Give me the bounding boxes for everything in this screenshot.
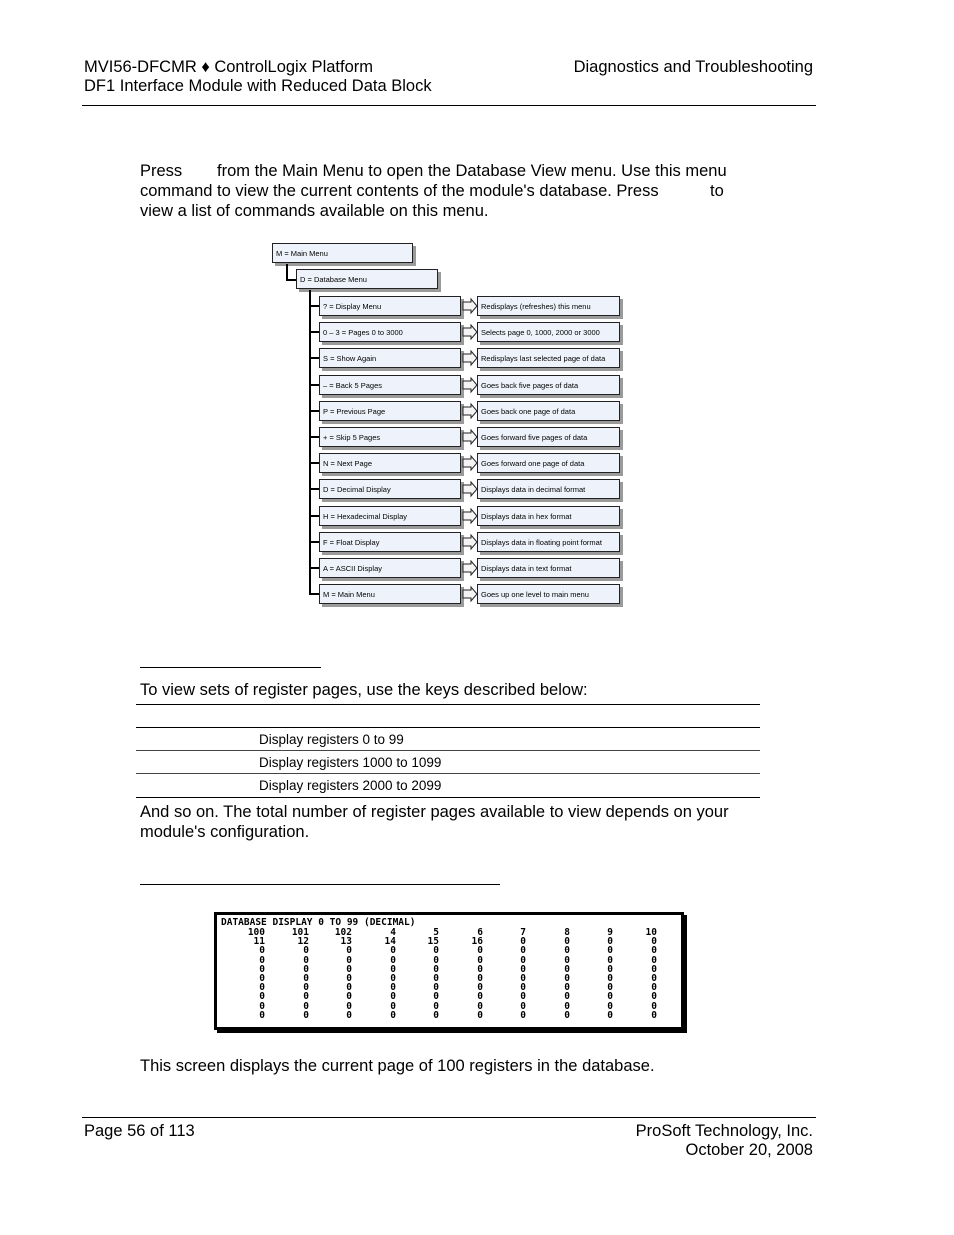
main-menu-box: M = Main Menu bbox=[272, 243, 413, 263]
arrow-right-icon bbox=[462, 455, 478, 471]
register-desc-cell: Display registers 2000 to 2099 bbox=[259, 778, 442, 793]
register-desc-cell: Display registers 0 to 99 bbox=[259, 732, 404, 747]
register-value: 0 bbox=[477, 945, 483, 957]
menu-command-box: A = ASCII Display bbox=[319, 558, 461, 578]
register-pages-note-line1: And so on. The total number of register pages available to view depends on your bbox=[140, 803, 729, 821]
register-value: 0 bbox=[607, 982, 613, 994]
register-value: 0 bbox=[303, 982, 309, 994]
register-value: 0 bbox=[477, 973, 483, 984]
register-desc-cell: Display registers 1000 to 1099 bbox=[259, 755, 442, 770]
screen-caption: This screen displays the current page of 100 registers in the database. bbox=[140, 1057, 655, 1075]
register-pages-note-line2: module's configuration. bbox=[140, 823, 310, 841]
register-value: 5 bbox=[433, 927, 439, 938]
register-value: 0 bbox=[564, 945, 570, 957]
register-value: 0 bbox=[520, 945, 526, 957]
register-value: 14 bbox=[384, 936, 396, 948]
register-value: 0 bbox=[303, 973, 309, 984]
arrow-right-icon bbox=[462, 481, 478, 497]
footer-company: ProSoft Technology, Inc. bbox=[635, 1122, 813, 1140]
register-value: 0 bbox=[433, 945, 439, 957]
register-value: 0 bbox=[433, 982, 439, 994]
register-pages-intro: To view sets of register pages, use the keys described below: bbox=[140, 681, 588, 699]
intro-line2-b: to bbox=[710, 182, 724, 200]
header-title: MVI56-DFCMR ♦ ControlLogix Platform bbox=[84, 58, 373, 76]
register-value: 0 bbox=[651, 945, 657, 957]
register-value: 0 bbox=[651, 954, 657, 966]
arrow-right-icon bbox=[462, 324, 478, 340]
register-value: 0 bbox=[607, 936, 613, 948]
connector-line bbox=[286, 264, 288, 281]
register-value: 0 bbox=[346, 982, 352, 994]
register-value: 0 bbox=[259, 973, 265, 984]
register-value: 0 bbox=[651, 936, 657, 948]
register-value: 0 bbox=[390, 963, 396, 975]
register-value: 0 bbox=[607, 954, 613, 966]
register-value: 0 bbox=[433, 973, 439, 984]
menu-command-box: ? = Display Menu bbox=[319, 296, 461, 316]
connector-line bbox=[309, 436, 320, 438]
register-value: 0 bbox=[520, 1000, 526, 1012]
register-value: 13 bbox=[340, 936, 352, 948]
register-value: 0 bbox=[259, 982, 265, 994]
register-value: 0 bbox=[564, 991, 570, 1003]
menu-description-box: Goes back one page of data bbox=[477, 401, 620, 421]
menu-command-box: F = Float Display bbox=[319, 532, 461, 552]
subsection-rule bbox=[140, 667, 321, 668]
register-value: 10 bbox=[645, 927, 657, 938]
register-value: 0 bbox=[390, 945, 396, 957]
connector-line bbox=[309, 567, 320, 569]
register-value: 8 bbox=[564, 927, 570, 938]
register-value: 101 bbox=[291, 927, 309, 938]
register-value: 0 bbox=[259, 954, 265, 966]
register-value: 0 bbox=[303, 991, 309, 1003]
intro-line1-b: from the Main Menu to open the Database View menu. Use this menu bbox=[217, 162, 727, 180]
connector-line bbox=[309, 515, 320, 517]
register-value: 0 bbox=[390, 973, 396, 984]
register-value: 0 bbox=[520, 936, 526, 948]
register-value: 0 bbox=[433, 954, 439, 966]
connector-line bbox=[309, 305, 320, 307]
menu-command-box: 0 – 3 = Pages 0 to 3000 bbox=[319, 322, 461, 342]
register-value: 0 bbox=[564, 973, 570, 984]
menu-description-box: Redisplays (refreshes) this menu bbox=[477, 296, 620, 316]
register-value: 0 bbox=[259, 963, 265, 975]
arrow-right-icon bbox=[462, 586, 478, 602]
terminal-title: DATABASE DISPLAY 0 TO 99 (DECIMAL) bbox=[221, 917, 416, 928]
register-value: 0 bbox=[520, 982, 526, 994]
register-value: 0 bbox=[651, 963, 657, 975]
register-value: 0 bbox=[259, 945, 265, 957]
register-value: 0 bbox=[651, 982, 657, 994]
database-menu-box: D = Database Menu bbox=[296, 269, 438, 289]
register-value: 0 bbox=[607, 945, 613, 957]
register-value: 12 bbox=[297, 936, 309, 948]
arrow-right-icon bbox=[462, 298, 478, 314]
arrow-right-icon bbox=[462, 377, 478, 393]
menu-description-box: Displays data in decimal format bbox=[477, 479, 620, 499]
database-display-screen bbox=[214, 912, 684, 1030]
register-value: 0 bbox=[433, 963, 439, 975]
register-value: 0 bbox=[390, 954, 396, 966]
register-value: 0 bbox=[303, 963, 309, 975]
arrow-right-icon bbox=[462, 429, 478, 445]
register-value: 0 bbox=[259, 1000, 265, 1012]
connector-line bbox=[309, 290, 311, 595]
register-value: 0 bbox=[303, 1009, 309, 1021]
register-value: 0 bbox=[346, 963, 352, 975]
menu-command-box: S = Show Again bbox=[319, 348, 461, 368]
header-subtitle: DF1 Interface Module with Reduced Data Block bbox=[84, 77, 432, 95]
arrow-right-icon bbox=[462, 534, 478, 550]
table-row-rule bbox=[136, 773, 760, 774]
register-value: 0 bbox=[520, 963, 526, 975]
register-value: 0 bbox=[303, 945, 309, 957]
header-section: Diagnostics and Troubleshooting bbox=[573, 58, 813, 76]
register-value: 9 bbox=[607, 927, 613, 938]
register-value: 0 bbox=[346, 973, 352, 984]
register-value: 6 bbox=[477, 927, 483, 938]
register-value: 0 bbox=[520, 973, 526, 984]
register-value: 11 bbox=[253, 936, 265, 948]
register-value: 0 bbox=[607, 1009, 613, 1021]
register-value: 0 bbox=[477, 1000, 483, 1012]
register-value: 0 bbox=[433, 1000, 439, 1012]
menu-command-box: H = Hexadecimal Display bbox=[319, 506, 461, 526]
register-value: 0 bbox=[564, 936, 570, 948]
register-value: 0 bbox=[564, 1000, 570, 1012]
register-value: 0 bbox=[259, 991, 265, 1003]
register-value: 0 bbox=[390, 1000, 396, 1012]
connector-line bbox=[309, 462, 320, 464]
menu-command-box: M = Main Menu bbox=[319, 584, 461, 604]
register-value: 0 bbox=[346, 1009, 352, 1021]
connector-line bbox=[286, 279, 297, 281]
footer-date: October 20, 2008 bbox=[685, 1141, 813, 1159]
register-value: 0 bbox=[564, 954, 570, 966]
register-value: 16 bbox=[471, 936, 483, 948]
intro-line2-a: command to view the current contents of the module's database. Press bbox=[140, 182, 659, 200]
connector-line bbox=[309, 593, 320, 595]
menu-description-box: Displays data in hex format bbox=[477, 506, 620, 526]
register-value: 0 bbox=[346, 991, 352, 1003]
register-value: 0 bbox=[607, 1000, 613, 1012]
menu-command-box: P = Previous Page bbox=[319, 401, 461, 421]
arrow-right-icon bbox=[462, 560, 478, 576]
menu-command-box: + = Skip 5 Pages bbox=[319, 427, 461, 447]
register-value: 0 bbox=[477, 963, 483, 975]
arrow-right-icon bbox=[462, 403, 478, 419]
arrow-right-icon bbox=[462, 350, 478, 366]
connector-line bbox=[309, 384, 320, 386]
register-value: 0 bbox=[390, 982, 396, 994]
table-row-rule bbox=[136, 750, 760, 751]
connector-line bbox=[309, 357, 320, 359]
connector-line bbox=[309, 541, 320, 543]
register-value: 102 bbox=[334, 927, 352, 938]
register-value: 0 bbox=[564, 982, 570, 994]
register-value: 0 bbox=[520, 1009, 526, 1021]
register-value: 0 bbox=[520, 991, 526, 1003]
footer-rule bbox=[82, 1117, 816, 1118]
menu-description-box: Displays data in text format bbox=[477, 558, 620, 578]
connector-line bbox=[309, 331, 320, 333]
menu-command-box: N = Next Page bbox=[319, 453, 461, 473]
arrow-right-icon bbox=[462, 508, 478, 524]
register-value: 0 bbox=[303, 954, 309, 966]
register-value: 0 bbox=[303, 1000, 309, 1012]
intro-line3: view a list of commands available on this menu. bbox=[140, 202, 489, 220]
register-value: 0 bbox=[607, 991, 613, 1003]
register-value: 100 bbox=[247, 927, 265, 938]
table-top-rule bbox=[136, 704, 760, 705]
menu-command-box: D = Decimal Display bbox=[319, 479, 461, 499]
register-value: 15 bbox=[427, 936, 439, 948]
register-value: 0 bbox=[564, 1009, 570, 1021]
menu-description-box: Displays data in floating point format bbox=[477, 532, 620, 552]
intro-line1-a: Press bbox=[140, 162, 183, 180]
register-value: 4 bbox=[390, 927, 396, 938]
register-value: 0 bbox=[651, 973, 657, 984]
register-value: 0 bbox=[433, 1009, 439, 1021]
register-value: 0 bbox=[520, 954, 526, 966]
menu-description-box: Goes forward one page of data bbox=[477, 453, 620, 473]
register-value: 0 bbox=[607, 973, 613, 984]
register-value: 0 bbox=[477, 991, 483, 1003]
register-value: 0 bbox=[607, 963, 613, 975]
register-value: 0 bbox=[390, 991, 396, 1003]
connector-line bbox=[309, 410, 320, 412]
menu-description-box: Goes up one level to main menu bbox=[477, 584, 620, 604]
register-value: 0 bbox=[477, 1009, 483, 1021]
register-value: 7 bbox=[520, 927, 526, 938]
register-value: 0 bbox=[346, 1000, 352, 1012]
menu-description-box: Redisplays last selected page of data bbox=[477, 348, 620, 368]
table-bottom-rule bbox=[136, 797, 760, 798]
register-value: 0 bbox=[477, 982, 483, 994]
menu-description-box: Selects page 0, 1000, 2000 or 3000 bbox=[477, 322, 620, 342]
header-rule bbox=[82, 105, 816, 106]
menu-command-box: – = Back 5 Pages bbox=[319, 375, 461, 395]
register-value: 0 bbox=[477, 954, 483, 966]
register-value: 0 bbox=[651, 1009, 657, 1021]
menu-description-box: Goes forward five pages of data bbox=[477, 427, 620, 447]
table-header-rule bbox=[136, 727, 760, 728]
register-value: 0 bbox=[564, 963, 570, 975]
menu-description-box: Goes back five pages of data bbox=[477, 375, 620, 395]
register-value: 0 bbox=[390, 1009, 396, 1021]
register-value: 0 bbox=[259, 1009, 265, 1021]
subsection-rule bbox=[140, 884, 500, 885]
register-value: 0 bbox=[651, 991, 657, 1003]
footer-page-number: Page 56 of 113 bbox=[84, 1122, 195, 1140]
connector-line bbox=[309, 488, 320, 490]
register-value: 0 bbox=[433, 991, 439, 1003]
register-value: 0 bbox=[346, 945, 352, 957]
register-value: 0 bbox=[651, 1000, 657, 1012]
register-value: 0 bbox=[346, 954, 352, 966]
